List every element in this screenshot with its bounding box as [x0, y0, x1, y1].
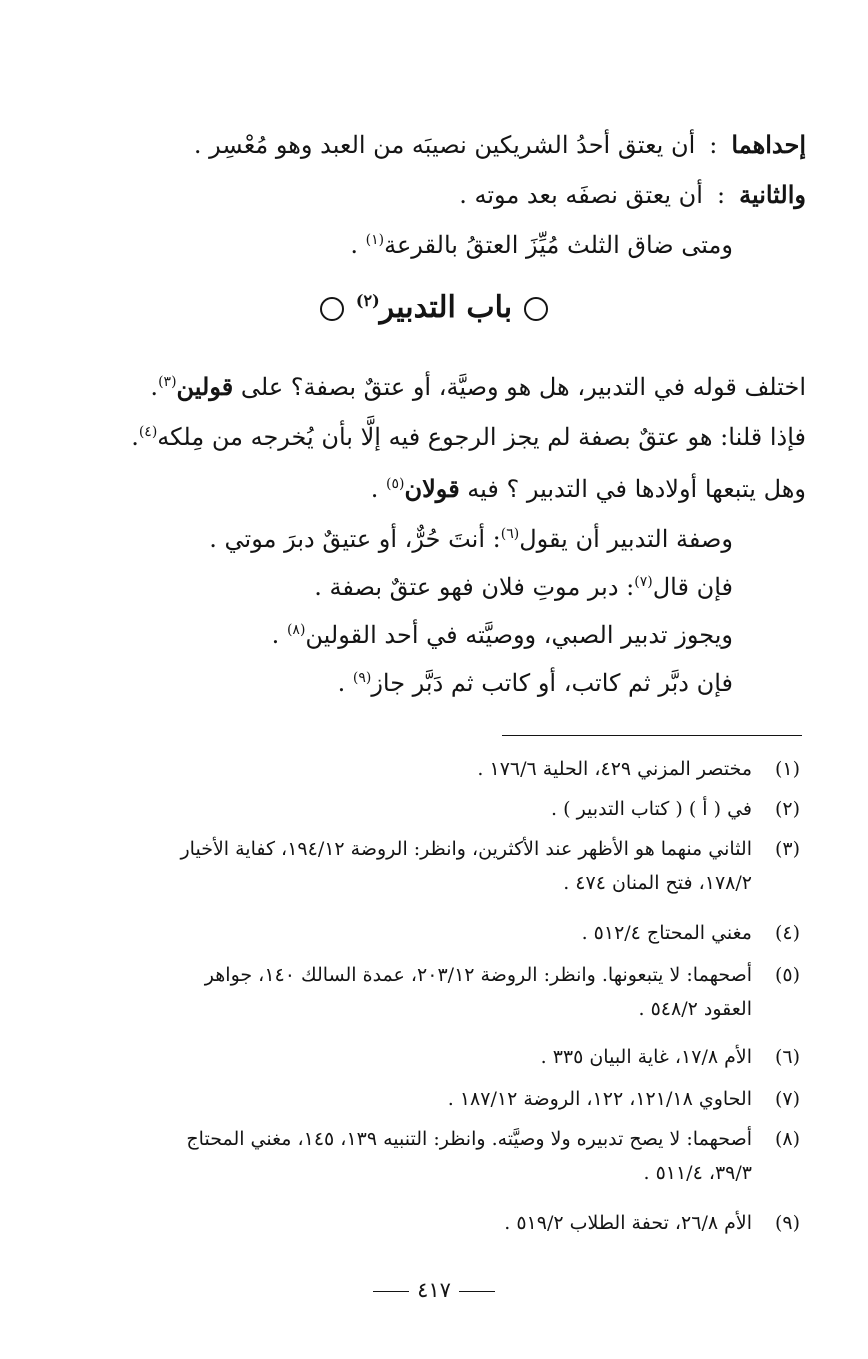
- footnote-text: الحاوي ١٢١/١٨، ١٢٢، الروضة ١٨٧/١٢ .: [447, 1088, 752, 1110]
- footnote-ref: (٣): [158, 374, 177, 390]
- body-text: فإن قال: [652, 573, 733, 601]
- footnote-text: ١٧٨/٢، فتح المنان ٤٧٤ .: [563, 872, 752, 894]
- body-line-3: [60, 472, 806, 506]
- intro-line-2: [60, 178, 806, 212]
- intro-label-first: إحداهما: [731, 130, 806, 159]
- body-line-6: [60, 618, 733, 652]
- body-text: : أنتَ حُرٌّ، أو عتيقٌ دبرَ موتي .: [209, 525, 501, 553]
- footnote-text: أصحهما: لا يتبعونها. وانظر: الروضة ٢٠٣/١٢، عمدة السالك ١٤٠، جواهر: [204, 964, 752, 986]
- footnote-number: (٥): [774, 964, 800, 986]
- footnote-item: [80, 1122, 800, 1190]
- footnote-item: [80, 832, 800, 900]
- footnote-text: الثاني منهما هو الأظهر عند الأكثرين، وانظر: الروضة ١٩٤/١٢، كفاية الأخيار: [180, 838, 752, 860]
- intro-separator: :: [709, 131, 718, 159]
- chapter-title: باب التدبير: [379, 290, 513, 325]
- footnote-item: [80, 958, 800, 1026]
- body-line-7: [60, 666, 733, 700]
- footnote-text: في ( أ ) ( كتاب التدبير ) .: [551, 798, 752, 820]
- body-text: فإن دبَّر ثم كاتب، أو كاتب ثم دَبَّر جاز: [371, 669, 733, 697]
- footnote-number: (١): [774, 758, 800, 780]
- footnote-number: (٩): [774, 1212, 800, 1234]
- footnote-item: [80, 916, 800, 950]
- footnote-ref: (٢): [355, 291, 380, 310]
- body-bold-term: قولان: [404, 474, 460, 503]
- intro-text-third: ومتى ضاق الثلث مُيِّزَ العتقُ بالقرعة: [384, 231, 733, 259]
- intro-text-second: أن يعتق نصفَه بعد موته .: [459, 181, 703, 209]
- footnote-ref: (١): [365, 232, 385, 248]
- footnote-ref: (٥): [386, 476, 405, 492]
- footnote-item: [80, 792, 800, 826]
- footnote-text: الأم ١٧/٨، غاية البيان ٣٣٥ .: [540, 1046, 752, 1068]
- body-text: فإذا قلنا: هو عتقٌ بصفة لم يجز الرجوع فيه إلَّا بأن يُخرجه من مِلكه: [157, 423, 806, 451]
- footnote-number: (٧): [774, 1088, 800, 1110]
- footnote-ref: (٦): [500, 526, 520, 542]
- footnote-text: الأم ٢٦/٨، تحفة الطلاب ٥١٩/٢ .: [504, 1212, 752, 1234]
- footnote-number: (٤): [774, 922, 800, 944]
- footnote-ref: (٩): [352, 670, 372, 686]
- footnote-divider: [502, 735, 802, 736]
- footnote-item: [80, 752, 800, 786]
- body-text: وصفة التدبير أن يقول: [519, 525, 733, 553]
- intro-line-3: [60, 228, 733, 262]
- footnote-text: مغني المحتاج ٥١٢/٤ .: [581, 922, 752, 944]
- intro-label-second: والثانية: [739, 180, 806, 209]
- body-bold-term: قولين: [176, 372, 234, 401]
- punctuation: .: [337, 669, 353, 697]
- footnote-number: (٦): [774, 1046, 800, 1068]
- body-line-2: [60, 420, 806, 454]
- body-text: ويجوز تدبير الصبي، ووصيَّته في أحد القولين: [305, 621, 733, 649]
- body-line-1: [60, 370, 806, 404]
- punctuation: .: [350, 231, 366, 259]
- footnote-ref: (٧): [634, 574, 653, 590]
- footnote-text: ٣٩/٣، ٥١١/٤ .: [643, 1162, 752, 1184]
- punctuation: .: [271, 621, 287, 649]
- body-line-5: [60, 570, 733, 604]
- body-line-4: [60, 522, 733, 556]
- footnote-text: مختصر المزني ٤٢٩، الحلية ١٧٦/٦ .: [477, 758, 752, 780]
- footnote-number: (٨): [774, 1128, 800, 1150]
- footnote-ref: (٤): [138, 424, 158, 440]
- page-number: [0, 1278, 868, 1302]
- body-text: اختلف قوله في التدبير، هل هو وصيَّة، أو عتقٌ بصفة؟ على: [233, 373, 806, 401]
- punctuation: .: [150, 373, 159, 401]
- footnote-item: [80, 1082, 800, 1116]
- page-number-value: ٤١٧: [417, 1278, 451, 1302]
- dash-ornament: [373, 1291, 409, 1292]
- circle-ornament-icon: [524, 297, 548, 321]
- footnote-text: أصحهما: لا يصح تدبيره ولا وصيَّته. وانظر: التنبيه ١٣٩، ١٤٥، مغني المحتاج: [186, 1128, 752, 1150]
- footnote-text: العقود ٥٤٨/٢ .: [638, 998, 752, 1020]
- chapter-heading: [0, 288, 868, 328]
- footnote-number: (٣): [774, 838, 800, 860]
- footnote-ref: (٨): [286, 622, 306, 638]
- intro-separator: :: [716, 181, 726, 209]
- circle-ornament-icon: [320, 297, 344, 321]
- body-text: : دبر موتِ فلان فهو عتقٌ بصفة .: [314, 573, 635, 601]
- punctuation: .: [370, 475, 387, 503]
- body-text: وهل يتبعها أولادها في التدبير ؟ فيه: [459, 475, 806, 503]
- intro-line-1: [60, 128, 806, 162]
- punctuation: .: [131, 423, 139, 451]
- intro-text-first: أن يعتق أحدُ الشريكين نصيبَه من العبد وهو مُعْسِر .: [193, 131, 696, 159]
- footnote-item: [80, 1040, 800, 1074]
- dash-ornament: [459, 1291, 495, 1292]
- footnote-number: (٢): [774, 798, 800, 820]
- footnote-item: [80, 1206, 800, 1240]
